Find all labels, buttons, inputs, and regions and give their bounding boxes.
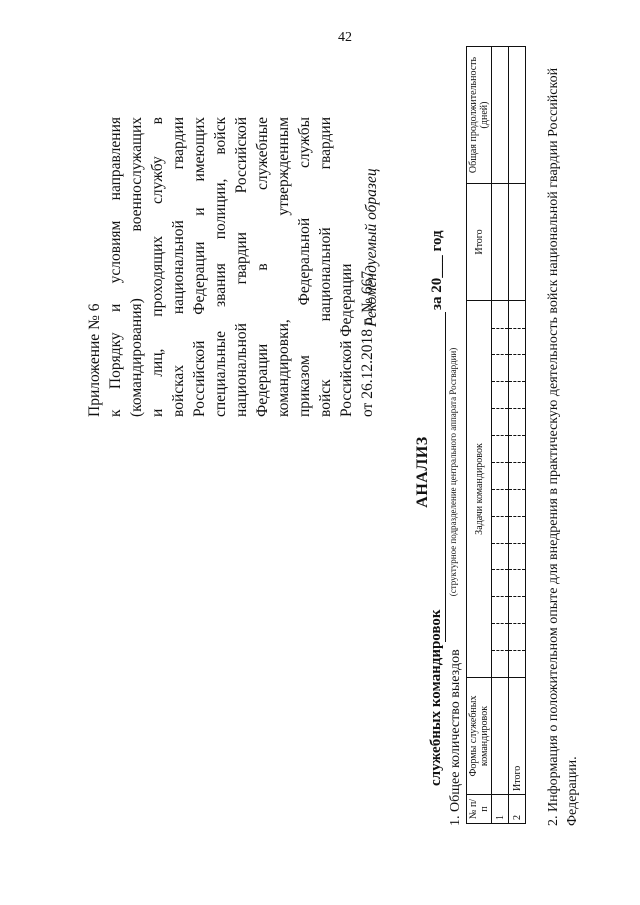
rotated-document-body (0, 56, 596, 872)
task-cell (492, 624, 509, 651)
task-cell (492, 543, 509, 570)
page-number: 42 (338, 30, 352, 45)
trips-table (466, 46, 526, 824)
header-duration: Общая продолжительность (дней) (467, 47, 492, 184)
appendix-line: национальной гвардии Российской (233, 117, 250, 417)
appendix-line: и лиц, проходящих службу в (149, 117, 166, 417)
header-num: № п/п (467, 795, 492, 824)
task-cell (509, 409, 526, 436)
task-cell (492, 328, 509, 355)
appendix-line: (командирования) военнослужащих (128, 117, 145, 417)
total-cell (509, 184, 526, 301)
task-cell (509, 543, 526, 570)
appendix-line: к Порядку и условиям направления (107, 117, 124, 417)
task-cell (492, 570, 509, 597)
task-cell (492, 382, 509, 409)
task-cell (492, 489, 509, 516)
task-cell (492, 355, 509, 382)
section-2-text: 2. Информация о положительном опыте для внедрения в практическую деятельность войск национальной гвардии Российской Федерации. (546, 67, 580, 826)
header-tasks: Задачи командировок (467, 301, 492, 678)
row-num: 2 (509, 795, 526, 824)
task-cell (509, 624, 526, 651)
task-cell (492, 409, 509, 436)
total-cell (492, 184, 509, 301)
row-label (492, 678, 509, 795)
appendix-line: командировки, утвержденным (275, 117, 292, 417)
task-cell (492, 597, 509, 624)
task-cell (509, 436, 526, 463)
duration-cell (492, 47, 509, 184)
header-total: Итого (467, 184, 492, 301)
appendix-line: войсках национальной гвардии (170, 117, 187, 417)
appendix-line: приказом Федеральной службы (296, 117, 313, 417)
appendix-line: от 26.12.2018 г. № 667 (359, 270, 376, 417)
task-cell (509, 516, 526, 543)
task-cell (509, 355, 526, 382)
task-cell (509, 597, 526, 624)
year-field: за 20___ год (429, 230, 445, 310)
task-cell (492, 463, 509, 490)
task-cell (509, 651, 526, 678)
task-cell (509, 382, 526, 409)
task-cell (509, 489, 526, 516)
section-1-heading: 1. Общее количество выездов (448, 649, 463, 826)
document-subtitle: служебных командировок (428, 609, 444, 786)
document-title: АНАЛИЗ (414, 436, 431, 508)
task-cell (509, 463, 526, 490)
table-row (509, 47, 526, 824)
fill-in-line (445, 312, 446, 642)
appendix-line: специальные звания полиции, войск (212, 117, 229, 417)
appendix-line: Российской Федерации и имеющих (191, 117, 208, 417)
row-label: Итого (509, 678, 526, 795)
fill-in-caption: (структурное подразделение центрального аппарата Росгвардии) (448, 347, 458, 597)
table-row (492, 47, 509, 824)
appendix-header (84, 117, 378, 417)
task-cell (492, 436, 509, 463)
task-cell (492, 651, 509, 678)
task-cell (509, 328, 526, 355)
appendix-line: Федерации в служебные (254, 117, 271, 417)
task-cell (492, 301, 509, 329)
table-header-row (467, 47, 492, 824)
sample-label: Рекомендуемый образец (363, 168, 380, 327)
appendix-line: Российской Федерации (338, 263, 355, 417)
appendix-line: Приложение № 6 (86, 303, 103, 417)
row-num: 1 (492, 795, 509, 824)
task-cell (509, 301, 526, 329)
task-cell (492, 516, 509, 543)
appendix-line: войск национальной гвардии (317, 117, 334, 417)
header-forms: Формы служебных командировок (467, 678, 492, 795)
task-cell (509, 570, 526, 597)
duration-cell (509, 47, 526, 184)
